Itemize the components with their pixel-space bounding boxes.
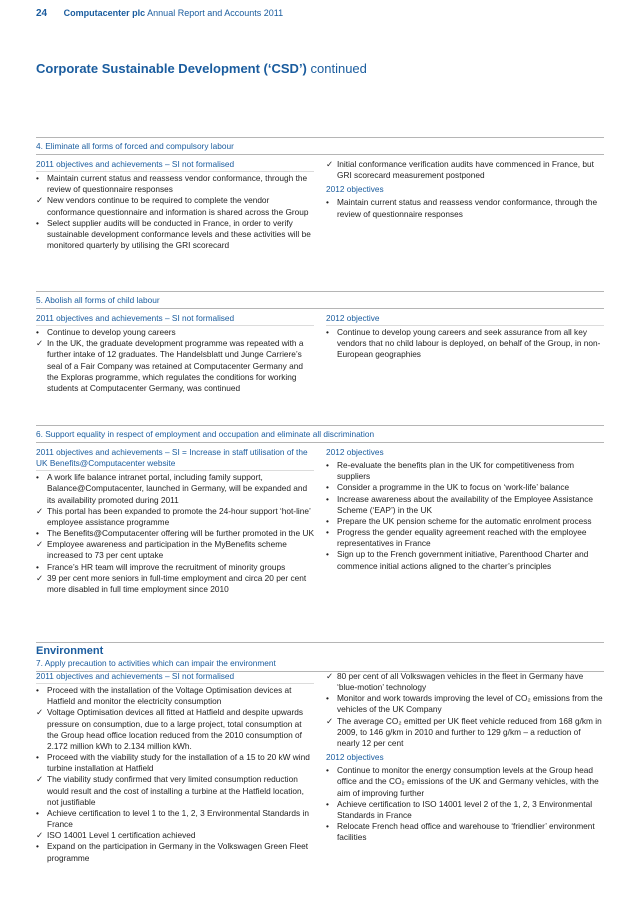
environment-header: [36, 642, 604, 672]
list-item: [326, 799, 604, 821]
left-column: [36, 447, 314, 595]
section-child-labour: [36, 291, 604, 394]
list-item-text: Employee awareness and participation in the MyBenefits scheme increased to 73 per cent uptake: [47, 539, 287, 561]
list-item: [326, 765, 604, 798]
list-item-text: Sign up to the French government initiative, Parenthood Charter and commence initial actions aligned to the charter’s principles: [337, 549, 589, 571]
bullet-icon: •: [326, 197, 329, 208]
column-subheading: 2012 objectives: [326, 184, 384, 195]
list-item-text: New vendors continue to be required to complete the vendor conformance questionnaire and information is shared across the Group: [47, 195, 309, 217]
bullet-icon: •: [326, 693, 329, 704]
list-item: [36, 472, 314, 505]
left-column: [36, 159, 314, 251]
item-list: [36, 472, 314, 595]
bullet-icon: •: [326, 460, 329, 471]
list-item-text: Proceed with the viability study for the installation of a 15 to 20 kW wind turbine installation at Hatfield: [47, 752, 310, 774]
section-forced-labour: [36, 137, 604, 251]
list-item: [36, 573, 314, 595]
column-subheading: 2011 objectives and achievements – SI not formalised: [36, 159, 314, 172]
item-list: [36, 173, 314, 251]
list-item-text: Continue to develop young careers and seek assurance from all key vendors that no child labour is deployed, on behalf of the Group, in non-European geographies: [337, 327, 601, 360]
company-name: Computacenter plc: [63, 8, 146, 18]
list-item-text: Voltage Optimisation devices all fitted at Hatfield and despite upwards pressure on consumption, due to a large project, total consumption at the Group head office location reduced from the 2010 consumption of 2.172 million kWh to 2.134 million kWh.: [47, 707, 303, 751]
page-title-main: Corporate Sustainable Development (‘CSD’): [36, 61, 307, 76]
list-item-text: Continue to develop young careers: [47, 327, 176, 338]
item-list: [36, 685, 314, 864]
right-column: [326, 447, 604, 595]
column-subheading: 2011 objectives and achievements – SI = Increase in staff utilisation of the UK Benefits@Computacenter website: [36, 447, 314, 471]
list-item-text: Monitor and work towards improving the level of CO₂ emissions from the vehicles of the UK Company: [337, 693, 603, 715]
item-list: [36, 327, 314, 394]
list-item: [326, 527, 604, 549]
environment-heading: Environment: [36, 645, 104, 657]
bullet-icon: •: [36, 807, 39, 818]
section-heading: 5. Abolish all forms of child labour: [36, 291, 604, 309]
list-item-text: 80 per cent of all Volkswagen vehicles in the fleet in Germany have ‘blue-motion’ technology: [337, 671, 584, 693]
column-subheading: 2011 objectives and achievements – SI not formalised: [36, 671, 314, 684]
list-item-text: The viability study confirmed that very limited consumption reduction would result and the cost of installing a turbine at the Hatfield location, not justifiable: [47, 774, 304, 807]
list-item: [326, 671, 604, 693]
bullet-icon: •: [326, 482, 329, 493]
list-item: [326, 716, 604, 749]
list-item-text: Continue to monitor the energy consumption levels at the Group head office and the CO₂ emissions of the UK and Germany vehicles, with the aim of improving further: [337, 765, 599, 798]
list-item-text: In the UK, the graduate development programme was repeated with a further intake of 12 graduates. The Handelsblatt und Junge Carriere’s seal of a Fair Company was retained at Computacenter Germany and the Exploras programme, which regulates the conditions for working students at Computacenter Germany, was continued: [47, 338, 304, 393]
list-item-text: France’s HR team will improve the recruitment of minority groups: [47, 561, 286, 572]
bullet-icon: •: [326, 549, 329, 560]
list-item: [326, 197, 604, 219]
list-item-text: Initial conformance verification audits have commenced in France, but GRI scorecard measurement postponed: [337, 159, 594, 181]
tick-icon: ✓: [36, 195, 43, 206]
bullet-icon: •: [36, 173, 39, 184]
bullet-icon: •: [36, 217, 39, 228]
list-item: [36, 685, 314, 707]
list-item: [326, 821, 604, 843]
list-item-text: Select supplier audits will be conducted in France, in order to verify sustainable development conformance levels and these activities will be monitored quarterly by utilising the GRI scorecard: [47, 217, 311, 251]
tick-icon: ✓: [326, 159, 333, 169]
list-item: [326, 482, 604, 493]
item-list: [326, 327, 604, 360]
column-subheading: 2012 objective: [326, 313, 604, 326]
list-item: [36, 338, 314, 394]
item-list: [326, 460, 604, 572]
left-column: [36, 671, 314, 864]
list-item: [326, 516, 604, 527]
list-item: [326, 327, 604, 360]
bullet-icon: •: [36, 561, 39, 572]
right-column: [326, 159, 604, 251]
list-item-text: Re-evaluate the benefits plan in the UK for competitiveness from suppliers: [337, 460, 575, 482]
bullet-icon: •: [36, 472, 39, 483]
column-subheading: 2012 objectives: [326, 752, 384, 763]
list-item: [36, 830, 314, 841]
page-number: 24: [36, 8, 48, 19]
page-title: [36, 61, 367, 76]
item-list: [326, 765, 604, 843]
list-item: [36, 808, 314, 830]
list-item-text: The Benefits@Computacenter offering will be further promoted in the UK: [47, 528, 314, 539]
page-title-suffix: continued: [310, 61, 367, 76]
bullet-icon: •: [326, 821, 329, 832]
tick-icon: ✓: [36, 707, 43, 718]
list-item: [36, 841, 314, 863]
right-column: [326, 671, 604, 864]
list-item-text: Prepare the UK pension scheme for the automatic enrolment process: [337, 515, 592, 526]
page-header: [36, 8, 283, 19]
list-item: [326, 159, 604, 181]
list-item-text: The average CO₂ emitted per UK fleet vehicle reduced from 168 g/km in 2009, to 146 g/km in 2010 and further to 129 g/km – a reduction of nearly 12 per cent: [337, 715, 602, 748]
tick-icon: ✓: [36, 774, 43, 785]
list-item-text: Increase awareness about the availability of the Employee Assistance Scheme (‘EAP’) in the UK: [337, 493, 593, 515]
bullet-icon: •: [326, 798, 329, 809]
column-subheading: 2011 objectives and achievements – SI not formalised: [36, 313, 314, 326]
bullet-icon: •: [326, 327, 329, 338]
list-item: [36, 528, 314, 539]
bullet-icon: •: [326, 527, 329, 538]
tick-icon: ✓: [326, 671, 333, 681]
report-name: Annual Report and Accounts 2011: [147, 8, 284, 18]
list-item-text: Maintain current status and reassess vendor conformance, through the review of questionnaire responses: [337, 197, 598, 219]
list-item: [326, 494, 604, 516]
list-item: [36, 506, 314, 528]
left-column: [36, 313, 314, 394]
tick-icon: ✓: [36, 539, 43, 550]
list-item-text: ISO 14001 Level 1 certification achieved: [47, 830, 196, 841]
list-item-text: A work life balance intranet portal, including family support, Balance@Computacenter, launched in Germany, will be expanded and its availability promoted during 2011: [47, 472, 308, 505]
item-list: [326, 671, 604, 749]
list-item: [36, 327, 314, 338]
tick-icon: ✓: [36, 338, 43, 349]
section-heading: 4. Eliminate all forms of forced and compulsory labour: [36, 137, 604, 155]
bullet-icon: •: [36, 752, 39, 763]
list-item: [326, 549, 604, 571]
list-item-text: Achieve certification to ISO 14001 level 2 of the 1, 2, 3 Environmental Standards in France: [337, 798, 593, 820]
tick-icon: ✓: [36, 572, 43, 583]
list-item-text: Expand on the participation in Germany in the Volkswagen Green Fleet programme: [47, 841, 309, 863]
item-list: [326, 197, 604, 219]
tick-icon: ✓: [326, 715, 333, 726]
list-item: [36, 218, 314, 251]
tick-icon: ✓: [36, 830, 43, 841]
list-item-text: This portal has been expanded to promote the 24-hour support ‘hot-line’ employee assistance programme: [47, 505, 311, 527]
list-item-text: Maintain current status and reassess vendor conformance, through the review of questionnaire responses: [47, 173, 308, 195]
list-item: [36, 562, 314, 573]
bullet-icon: •: [326, 515, 329, 526]
bullet-icon: •: [36, 528, 39, 539]
list-item: [36, 774, 314, 807]
environment-subheading: 7. Apply precaution to activities which can impair the environment: [36, 658, 604, 672]
tick-icon: ✓: [36, 505, 43, 516]
section-heading: 6. Support equality in respect of employment and occupation and eliminate all discrimination: [36, 425, 604, 443]
bullet-icon: •: [36, 685, 39, 696]
list-item: [326, 693, 604, 715]
list-item-text: Relocate French head office and warehouse to ‘friendlier’ environment facilities: [337, 821, 595, 843]
list-item: [36, 752, 314, 774]
section-environment: [36, 671, 604, 864]
column-subheading: 2012 objectives: [326, 447, 384, 457]
list-item-text: Achieve certification to level 1 to the 1, 2, 3 Environmental Standards in France: [47, 807, 309, 830]
bullet-icon: •: [326, 493, 329, 504]
list-item: [36, 707, 314, 752]
list-item-text: 39 per cent more seniors in full-time employment and circa 20 per cent more disabled in full time employment since 2010: [47, 572, 307, 594]
bullet-icon: •: [326, 765, 329, 776]
bullet-icon: •: [36, 327, 39, 338]
list-item: [36, 539, 314, 561]
right-column: [326, 313, 604, 394]
section-equality: [36, 425, 604, 595]
item-list: [326, 159, 604, 181]
list-item-text: Proceed with the installation of the Voltage Optimisation devices at Hatfield and monitor the electricity consumption: [47, 685, 292, 707]
bullet-icon: •: [36, 841, 39, 852]
list-item-text: Consider a programme in the UK to focus on ‘work-life’ balance: [337, 482, 570, 493]
list-item-text: Progress the gender equality agreement reached with the employee representatives in France: [337, 527, 587, 549]
list-item: [36, 195, 314, 217]
list-item: [326, 460, 604, 482]
list-item: [36, 173, 314, 195]
